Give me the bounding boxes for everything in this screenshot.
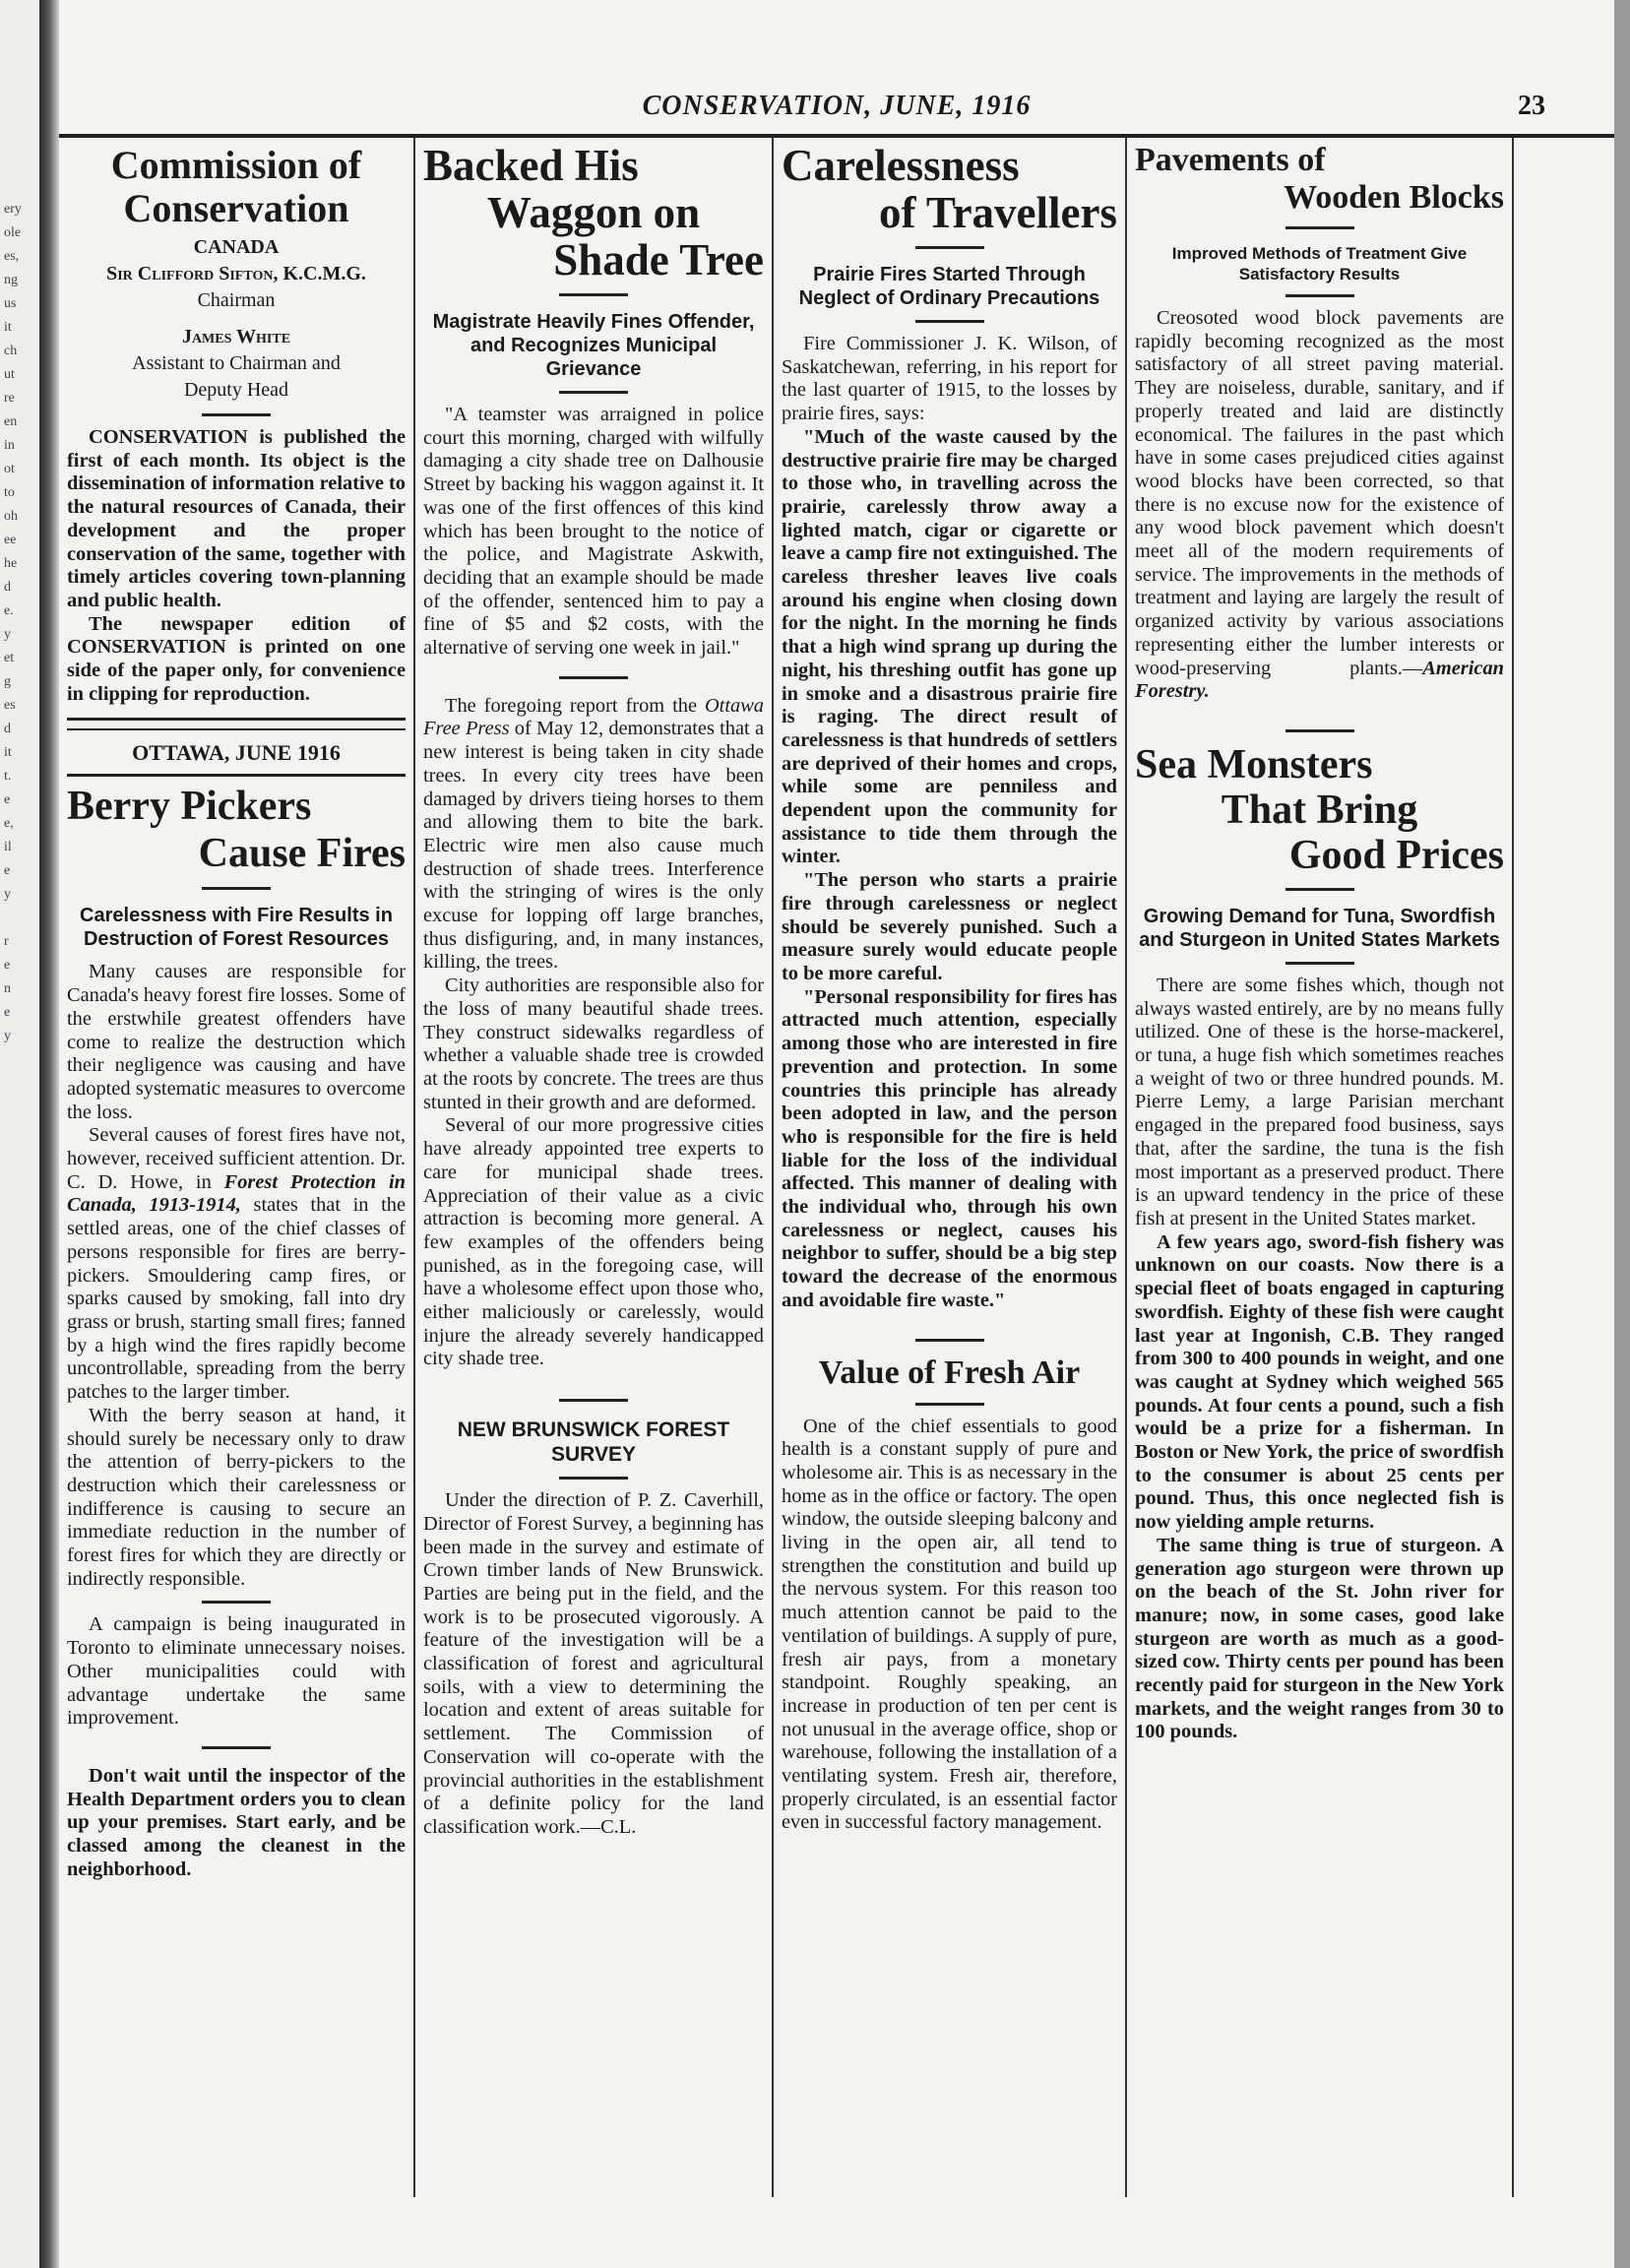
adjacent-page-fragment: d [4,722,11,736]
rule [67,774,406,777]
book-title: Forest Protection in Canada, 1913-1914, [67,1170,406,1217]
masthead-line: Commission of [110,143,362,187]
short-rule [1285,226,1354,229]
short-rule [1285,729,1354,732]
adjacent-page-fragment: e [4,863,11,878]
article-body [782,426,1117,1313]
article-headline: Value of Fresh Air [818,1354,1081,1391]
article-headline [1135,742,1504,878]
article-body [782,1416,1117,1836]
adjacent-page-fragment: ch [4,344,18,358]
article-subhead: Carelessness with Fire Results in Destruction of Forest Resources [80,905,393,951]
publication-notice [67,426,406,706]
paragraph: "The person who starts a prairie fire through carelessness or neglect should be severely punished. Such a measure surely would educate people to be more careful. [782,869,1117,984]
paragraph: Don't wait until the inspector of the Health Department orders you to clean up your premises. Start early, and be classed among the cleanest in the neighborhood. [67,1764,406,1880]
text-run: states that in the settled areas, one of the chief classes of persons responsible for fires are berry-pickers. Smouldering camp fires, or sparks caused by smoking, fall into dry grass or brush, starting small fires; fanned by a high wind the fires rapidly become uncontrollable, spreading from the berry patches to the larger timber. [67,1194,406,1404]
assistant-title: Deputy Head [183,379,289,401]
headline-line: Pavements of [1135,142,1326,178]
article-headline: NEW BRUNSWICK FOREST SURVEY [457,1418,730,1467]
binding-gutter [39,0,59,2268]
headline-line: Sea Monsters [1135,741,1373,788]
adjacent-page-fragment: ut [4,367,15,382]
paragraph: Many causes are responsible for Canada's heavy forest fire losses. Some of the erstwhile greatest offenders have come to realize the destruction which their negligence was causing and have adopted systematic measures to overcome the loss. [67,961,406,1123]
adjacent-page-fragment: ot [4,462,15,476]
adjacent-page-fragment: y [4,627,11,642]
page-number: 23 [1518,91,1545,121]
adjacent-page-fragment: y [4,1029,11,1043]
short-rule [1285,888,1354,891]
paragraph [67,1124,406,1404]
adjacent-page-fragment: he [4,556,18,571]
dateline: OTTAWA, JUNE 1916 [132,740,341,766]
paragraph [1135,307,1504,704]
masthead-title [67,144,406,230]
adjacent-page-strip [0,0,39,2268]
text-run: of May 12, demonstrates that a new interest is being taken in city shade trees. In every city trees have been damaged by drivers tieing horses to them and allowing them to bite the bark. Electric wire men also cause much destruction of shade trees. Interference with the stringing of wires is the only excuse for lopping off large branches, thus disfiguring, and, in many instances, killing, the trees. [423,718,764,974]
column-1 [59,138,413,2197]
short-rule [202,887,271,890]
paragraph: "Much of the waste caused by the destructive prairie fire may be charged to those who, in travelling across the prairie, carelessly throw away a lighted match, cigar or cigarette or leave a camp fire not extinguished. The careless thresher leaves live coals around his engine when closing down for the night. In the morning he finds that a high wind sprang up during the night, his threshing outfit has gone up in smoke and a disastrous prairie fire is raging. The direct result of carelessness is that hundreds of settlers are deprived of their homes and crops, while some are penniless and dependent upon the community for assistance to tide them through the winter. [782,425,1117,868]
article-body [423,695,764,1371]
short-rule [559,293,628,296]
article-body [423,404,764,661]
assistant-title: Assistant to Chairman and [132,352,341,374]
article-subhead: Magistrate Heavily Fines Offender, and Recognizes Municipal Grievance [432,311,755,380]
short-rule [1285,962,1354,965]
column-3 [774,138,1125,2197]
double-rule [67,718,406,730]
chairman-title: Chairman [197,289,276,311]
adjacent-page-fragment: it [4,320,12,335]
article-body [67,1613,406,1731]
short-rule [559,1477,628,1480]
source-credit: American Forestry. [1135,657,1504,703]
article-subhead: Improved Methods of Treatment Give Satisfactory Results [1171,244,1468,284]
adjacent-page-fragment: il [4,840,12,854]
headline-line: Good Prices [1288,832,1504,878]
paragraph: A few years ago, sword-fish fishery was unknown on our coasts. Now there is a special fleet of boats engaged in capturing swordfish. Eighty of these fish were caught last year at Ingonish, C.B. They ranged from 300 to 400 pounds in weight, and one was caught at Sydney which weighed 565 pounds. At four cents a pound, such a fish would be a prize for a fisherman. In Boston or New York, the price of swordfish to the consumer is about 25 cents per pound. Thus, this once neglected fish is now yielding ample returns. [1135,1230,1504,1534]
adjacent-page-fragment: e, [4,816,14,831]
adjacent-page-fragment: d [4,580,11,595]
article-body [1135,1231,1504,1744]
column-4 [1127,138,1512,2197]
headline-line: Berry Pickers [67,784,312,830]
short-rule [559,391,628,394]
text-run: Several causes of forest fires have not, however, received sufficient attention. Dr. C. D. Howe, in [67,1124,406,1193]
page-header [59,91,1614,134]
column-rule [1512,138,1514,2197]
newspaper-title: Ottawa Free Press [423,694,764,740]
paragraph: There are some fishes which, though not always wasted entirely, are by no means fully utilized. One of these is the horse-mackerel, or tuna, a huge fish which sometimes reaches a weight of two or three hundred pounds. M. Pierre Lemy, a large Parisian merchant engaged in the prepared food business, says that, after the sardine, the tuna is the fish most important as a preserved product. There is an upward tendency in the price of these fish at present in the United States market. [1135,974,1504,1229]
headline-line: Backed His [423,141,639,190]
headline-line: Shade Tree [553,235,764,284]
paragraph [423,695,764,975]
headline-line: That Bring [1221,787,1418,833]
article-headline [1135,142,1504,217]
paragraph: Fire Commissioner J. K. Wilson, of Saskatchewan, referring, in his report for the last quarter of 1915, to the losses by prairie fires, says: [782,333,1117,425]
newspaper-page [59,0,1614,2268]
short-rule [915,320,984,323]
article-headline [782,142,1117,236]
paragraph: The same thing is true of sturgeon. A generation ago sturgeon were thrown up on the beach of the St. John river for manure; now, in some cases, good lake sturgeon are worth as much as a good-sized cow. Thirty cents per pound has been recently paid for sturgeon in the New York markets, and the weight ranges from 30 to 100 pounds. [1135,1534,1504,1743]
short-rule [202,1746,271,1749]
adjacent-page-fragment: e [4,1005,11,1020]
paragraph: City authorities are responsible also for the loss of many beautiful shade trees. They construct sidewalks regardless of whether a valuable shade tree is crowded at the roots by concrete. The trees are thus stunted in their growth and are deformed. [423,975,764,1113]
short-rule [202,413,271,416]
adjacent-page-fragment: es [4,698,16,713]
adjacent-page-fragment: in [4,438,15,453]
short-rule [559,1399,628,1402]
paragraph: One of the chief essentials to good health is a constant supply of pure and wholesome air. This is as necessary in the home as in the office or factory. The open window, the outside sleeping balcony and living in the open air, all tend to strengthen the constitution and build up the nervous system. For this reason too much attention cannot be paid to the ventilation of buildings. A supply of pure, fresh air pays, from a monetary standpoint. Roughly speaking, an increase in production of ten per cent is not unusual in the average office, shop or warehouse, following the installation of a ventilating system. Fresh air, therefore, properly circulated, is an essential factor even in successful factory management. [782,1415,1117,1834]
adjacent-page-fragment: n [4,981,11,996]
paragraph: A campaign is being inaugurated in Toronto to eliminate unnecessary noises. Other municipalities could with advantage undertake the same improvement. [67,1613,406,1730]
short-rule [202,1601,271,1604]
adjacent-page-fragment: ole [4,225,22,240]
article-body [423,1489,764,1840]
adjacent-page-fragment: oh [4,509,18,524]
notice-paragraph: The newspaper edition of CONSERVATION is printed on one side of the paper only, for convenience in clipping for reproduction. [67,612,406,705]
paragraph: Several of our more progressive cities have already appointed tree experts to care for municipal shade trees. Appreciation of their value as a civic attraction is becoming more general. A few examples of the offenders being punished, as in the foregoing case, will have a wholesome effect upon those who, either maliciously or carelessly, would injure the already severely handicapped city shade tree. [423,1114,764,1370]
article-body [1135,975,1504,1231]
paragraph: Under the direction of P. Z. Caverhill, Director of Forest Survey, a beginning has been made in the survey and estimate of Crown timber lands of New Brunswick. Parties are being put in the field, and the work is to be prosecuted vigorously. A feature of the investigation will be a classification of forest and agricultural soils, with a view to determining the location and extent of areas suitable for settlement. The Commission of Conservation will co-operate with the provincial authorities in the establishment of a definite policy for the land classification work.—C.L. [423,1489,764,1838]
text-run: The foregoing report from the [445,694,705,717]
article-subhead: Growing Demand for Tuna, Swordfish and Sturgeon in United States Markets [1139,905,1500,951]
paragraph: "Personal responsibility for fires has attracted much attention, especially among those who are interested in fire prevention and protection. In some countries this principle has already been adopted in law, and the person who is responsible for the fire is held liable for the loss of the individual affected. This manner of dealing with the individual who, through his own carelessness or neglect, causes his neighbor to suffer, should be a big step toward the decrease of the enormous and avoidable fire waste." [782,985,1117,1311]
article-body [782,333,1117,426]
adjacent-page-fragment: it [4,745,12,760]
short-rule [1285,294,1354,297]
paragraph: With the berry season at hand, it should surely be necessary only to draw the attention of berry-pickers to the destruction which their carelessness or indifference is causing to secure an immediate reduction in the number of forest fires for which they are directly or indirectly responsible. [67,1404,406,1590]
adjacent-page-fragment: et [4,651,15,665]
adjacent-page-fragment: ery [4,202,22,217]
adjacent-page-fragment: e [4,792,11,807]
adjacent-page-fragment: y [4,887,11,902]
article-body [67,961,406,1591]
masthead-line: Conservation [123,186,349,230]
assistant-name: James White [181,326,291,347]
masthead-country: CANADA [193,236,280,258]
adjacent-page-fragment: us [4,296,17,311]
adjacent-page-fragment: re [4,391,15,406]
headline-line: of Travellers [878,188,1117,237]
adjacent-page-fragment: en [4,414,18,429]
adjacent-page-fragment: es, [4,249,20,264]
headline-line: Cause Fires [198,831,406,877]
adjacent-page-fragment: to [4,485,15,500]
short-rule [915,1403,984,1406]
notice-paragraph: CONSERVATION is published the first of each month. Its object is the dissemination of information relative to the natural resources of Canada, their development and the proper conservation of the same, together with timely articles covering town-planning and public health. [67,426,406,611]
chairman-name: Sir Clifford Sifton, K.C.M.G. [106,263,366,284]
article-body [1135,307,1504,704]
adjacent-page-fragment: e [4,958,11,973]
quoted-report: "A teamster was arraigned in police court this morning, charged with wilfully damaging a city shade tree on Dalhousie Street by backing his waggon against it. It was one of the first offences of this kind which has been brought to the notice of the police, and Magistrate Askwith, deciding that an example should be made of the offender, sentenced him to pay a fine of $5 and $2 costs, with the alternative of serving one week in jail." [423,404,764,660]
short-rule [915,1339,984,1342]
running-title: CONSERVATION, JUNE, 1916 [642,91,1032,121]
article-subhead: Prairie Fires Started Through Neglect of Ordinary Precautions [798,264,1100,309]
adjacent-page-fragment: g [4,674,11,689]
text-run: Creosoted wood block pavements are rapidly becoming recognized as the most satisfactory of all street paving material. They are noiseless, durable, sanitary, and if properly treated and laid are distinctly economical. The failures in the past which have in some cases prejudiced cities against wood blocks have been corrected, so that there is no excuse now for the existence of any wood block pavement which doesn't meet all of the modern requirements of service. The improvements in the methods of treatment and laying are largely the result of organized activity by various associations representing either the lumber interests or wood-preserving plants.— [1135,307,1504,679]
headline-line: Wooden Blocks [1284,179,1504,216]
adjacent-page-fragment: e. [4,603,14,618]
adjacent-page-fragment: t. [4,769,12,784]
headline-line: Carelessness [782,141,1020,190]
adjacent-page-fragment: ng [4,273,18,287]
article-body [67,1765,406,1882]
article-headline [423,142,764,284]
article-headline [67,783,406,877]
adjacent-page-fragment: r [4,934,9,949]
page-edge [1614,0,1630,2268]
short-rule [559,676,628,679]
adjacent-page-fragment: ee [4,533,17,547]
column-2 [415,138,772,2197]
short-rule [915,246,984,249]
headline-line: Waggon on [486,188,701,237]
